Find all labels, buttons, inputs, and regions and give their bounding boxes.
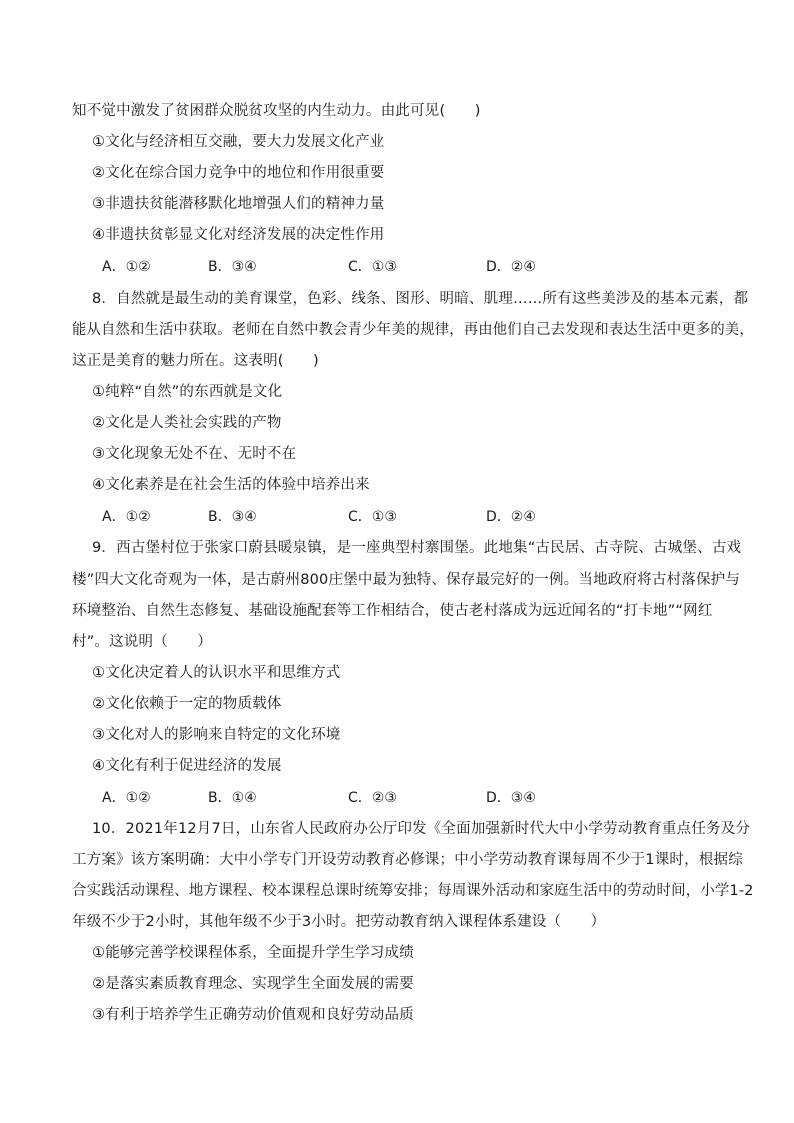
q9-stem-line-3: 环境整治、自然生态修复、基础设施配套等工作相结合，使古老村落成为远近闻名的“打卡地”“网红 (72, 603, 713, 619)
q10-stem-line-1: 10．2021年12月7日，山东省人民政府办公厅印发《全面加强新时代大中小学劳动教育重点任务及分 (92, 821, 751, 837)
q10-option-3: ③有利于培养学生正确劳动价值观和良好劳动品质 (92, 1007, 414, 1023)
q9-stem-line-1: 9．西古堡村位于张家口蔚县暖泉镇，是一座典型村寨围堡。此地集“古民居、古寺院、古城堡、古戏 (92, 540, 742, 556)
q8-choice-b: B．③④ (208, 509, 257, 525)
q8-choice-d: D．②④ (486, 509, 536, 525)
q7-choice-d: D．②④ (486, 259, 536, 275)
q8-choice-c: C．①③ (348, 509, 397, 525)
q9-choice-d: D．③④ (486, 790, 536, 806)
q8-stem-line-2: 能从自然和生活中获取。老师在自然中教会青少年美的规律，再由他们自己去发现和表达生活中更多的美， (72, 322, 754, 338)
q7-option-4: ④非遗扶贫彰显文化对经济发展的决定性作用 (92, 227, 385, 243)
q7-stem-line: 知不觉中激发了贫困群众脱贫攻坚的内生动力。由此可见( ) (72, 103, 481, 119)
q7-choice-b: B．③④ (208, 259, 257, 275)
q9-choice-c: C．②③ (348, 790, 397, 806)
q7-option-3: ③非遗扶贫能潜移默化地增强人们的精神力量 (92, 196, 385, 212)
q7-option-1: ①文化与经济相互交融，要大力发展文化产业 (92, 134, 385, 150)
q10-stem-line-3: 合实践活动课程、地方课程、校本课程总课时统筹安排；每周课外活动和家庭生活中的劳动时间，小学1-2 (72, 883, 754, 899)
q10-option-2: ②是落实素质教育理念、实现学生全面发展的需要 (92, 976, 414, 992)
q9-option-3: ③文化对人的影响来自特定的文化环境 (92, 727, 341, 743)
q8-choice-a: A．①② (102, 509, 151, 525)
q9-option-4: ④文化有利于促进经济的发展 (92, 758, 282, 774)
q9-option-2: ②文化依赖于一定的物质载体 (92, 696, 282, 712)
q9-choice-a: A．①② (102, 790, 151, 806)
q9-stem-line-2: 楼”四大文化奇观为一体，是古蔚州800庄堡中最为独特、保存最完好的一例。当地政府将古村落保护与 (72, 572, 741, 588)
q7-option-2: ②文化在综合国力竞争中的地位和作用很重要 (92, 165, 385, 181)
q8-option-1: ①纯粹“自然”的东西就是文化 (92, 384, 283, 400)
q9-stem-line-4: 村”。这说明（ ） (72, 634, 213, 650)
q8-stem-line-3: 这正是美育的魅力所在。这表明( ) (72, 353, 319, 369)
q9-choice-b: B．①④ (208, 790, 257, 806)
q7-choice-c: C．①③ (348, 259, 397, 275)
q10-stem-line-4: 年级不少于2小时，其他年级不少于3小时。把劳动教育纳入课程体系建设（ ） (72, 914, 606, 930)
q8-option-2: ②文化是人类社会实践的产物 (92, 415, 282, 431)
q10-stem-line-2: 工方案》该方案明确：大中小学专门开设劳动教育必修课；中小学劳动教育课每周不少于1课时，根据综 (72, 852, 743, 868)
q9-option-1: ①文化决定着人的认识水平和思维方式 (92, 665, 341, 681)
q8-stem-line-1: 8．自然就是最生动的美育课堂，色彩、线条、图形、明暗、肌理……所有这些美涉及的基本元素，都 (92, 291, 749, 307)
q10-option-1: ①能够完善学校课程体系，全面提升学生学习成绩 (92, 945, 414, 961)
q7-choice-a: A．①② (102, 259, 151, 275)
q8-option-4: ④文化素养是在社会生活的体验中培养出来 (92, 477, 370, 493)
q8-option-3: ③文化现象无处不在、无时不在 (92, 446, 297, 462)
